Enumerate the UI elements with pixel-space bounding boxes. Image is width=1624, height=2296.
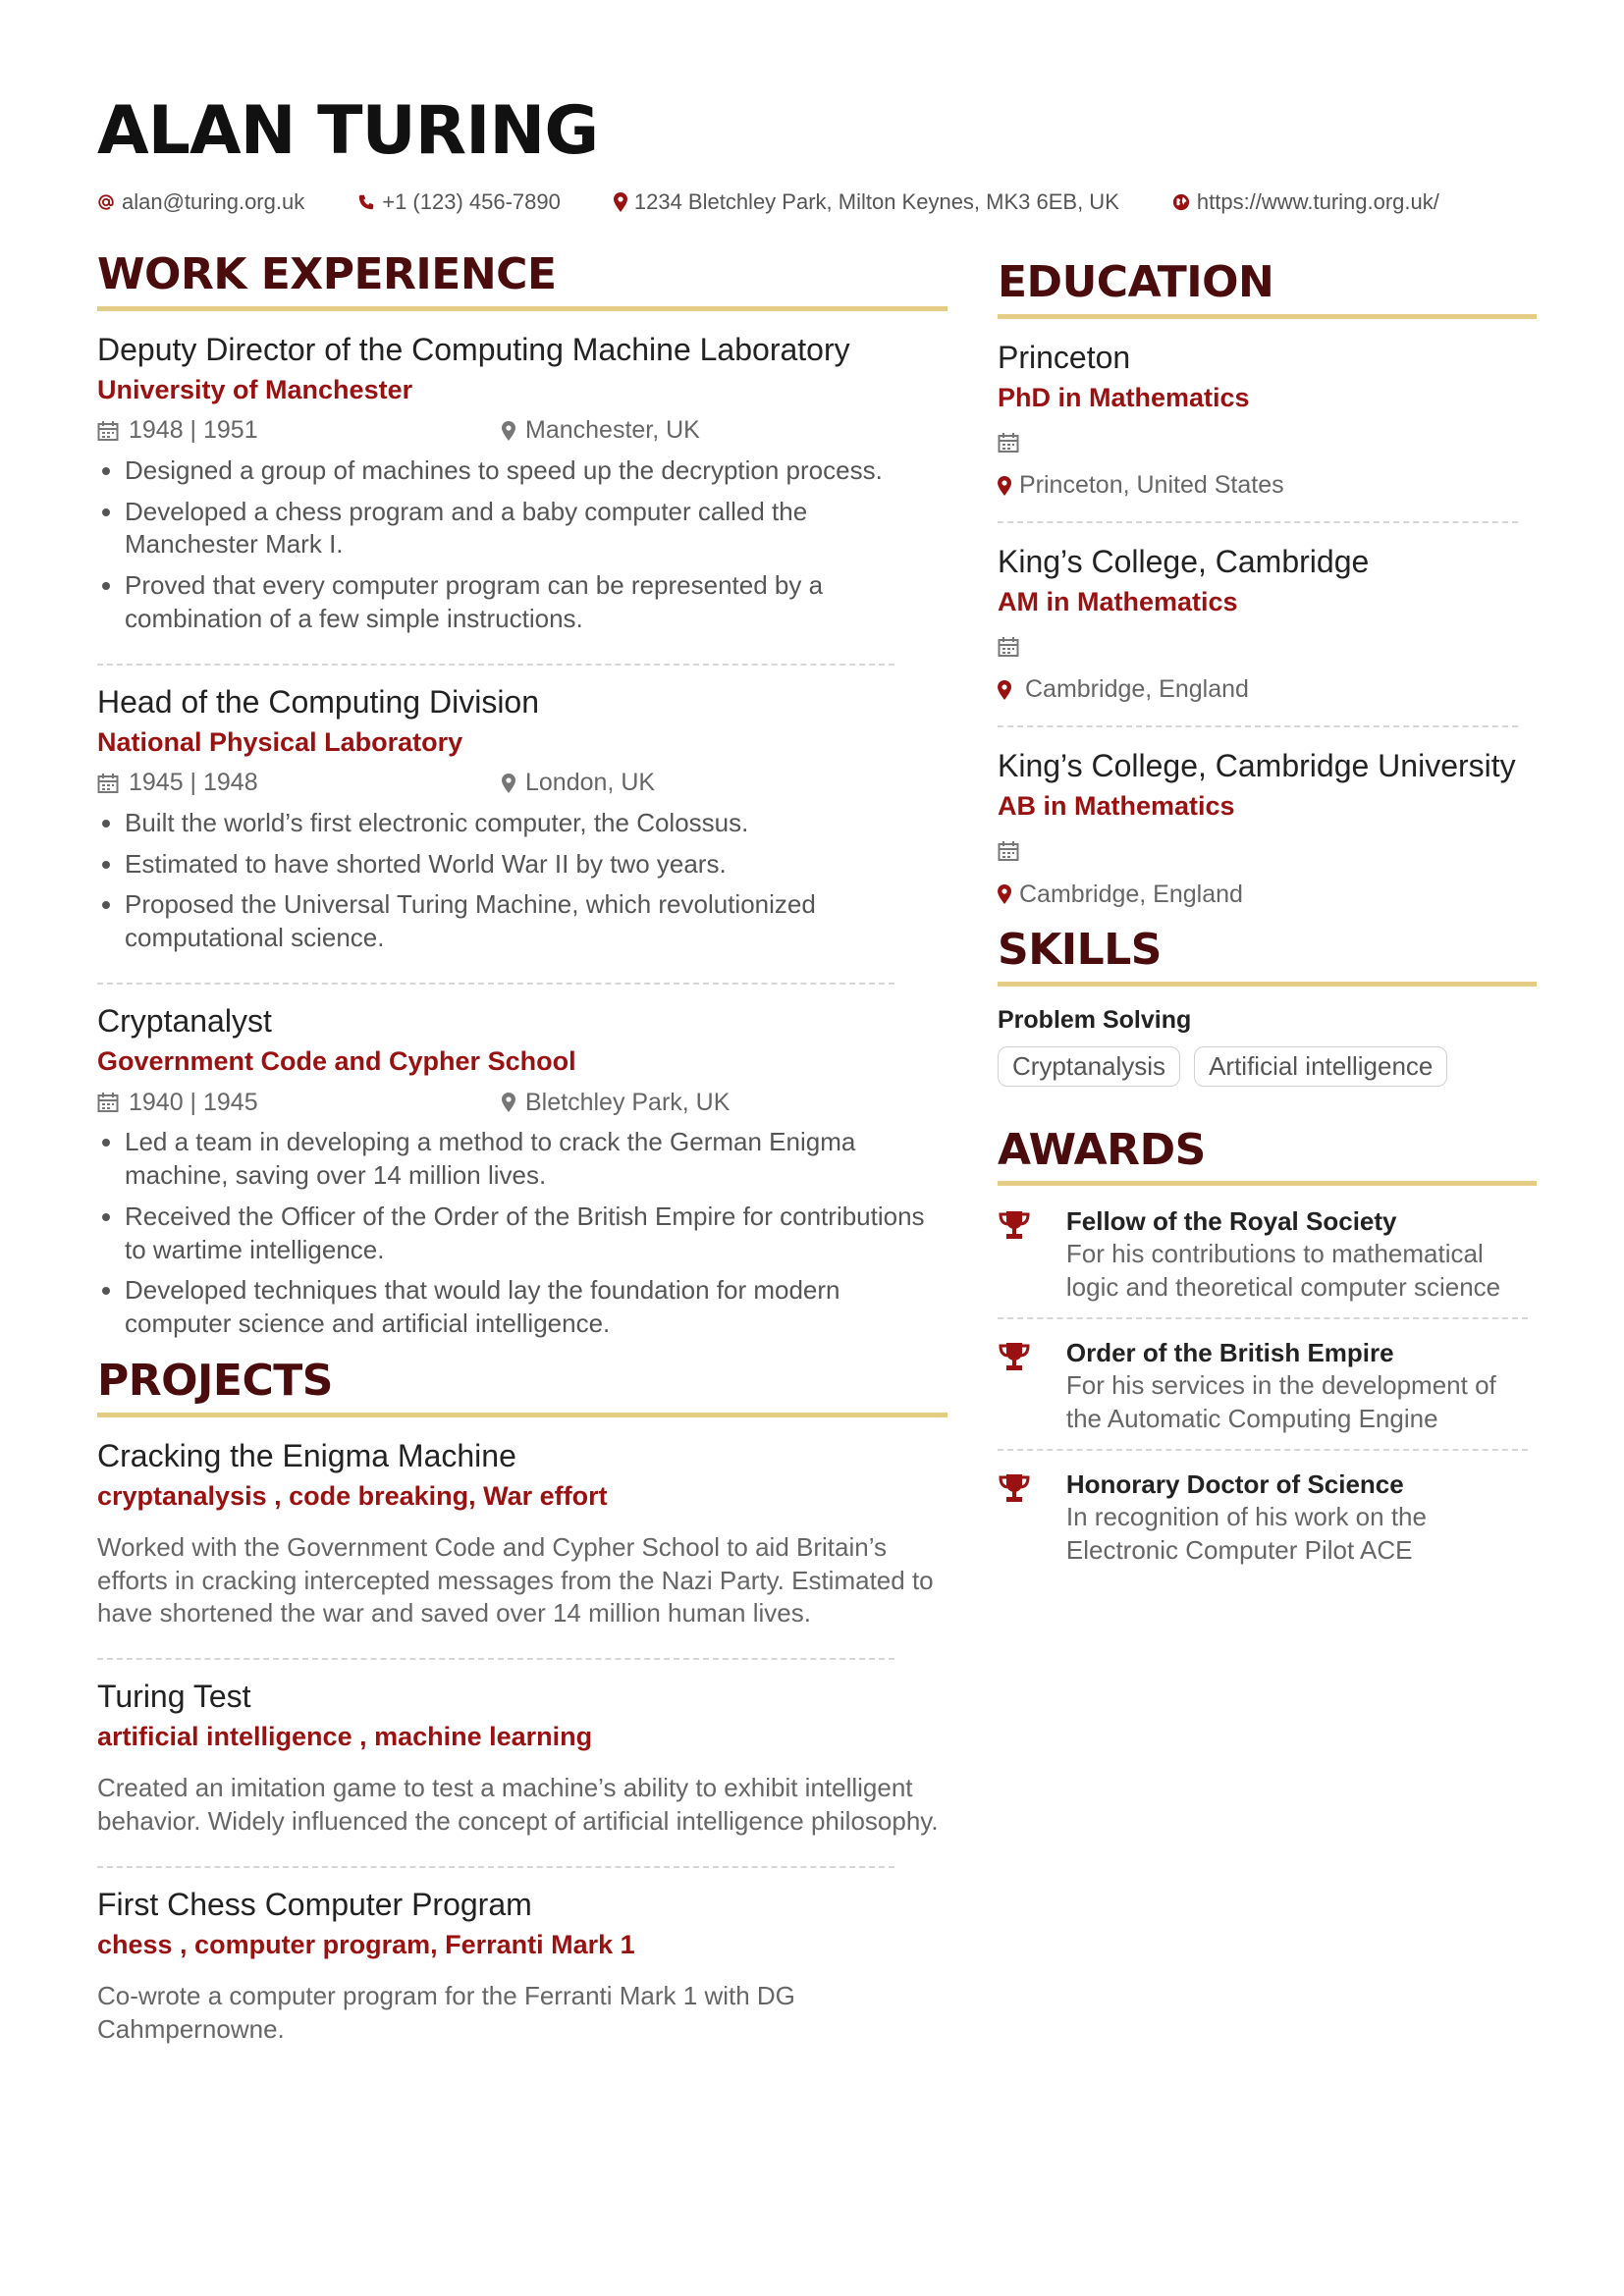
bullet-item: • Estimated to have shorted World War II by two years. — [125, 848, 947, 881]
project-name: First Chess Computer Program — [97, 1886, 532, 1922]
job-meta — [97, 766, 947, 801]
job-bullets — [97, 807, 947, 955]
website-contact[interactable] — [1172, 189, 1439, 215]
job-meta — [97, 1085, 947, 1120]
project-description: Created an imitation game to test a machine’s ability to exhibit intelligent behavior. Widely influenced the concept of artificial intelligence philosophy. — [97, 1773, 939, 1837]
section-rule — [97, 1413, 947, 1417]
bullet-item: • Led a team in developing a method to crack the German Enigma machine, saving over 14 million lives. — [125, 1126, 947, 1193]
award-description: For his services in the development of the Automatic Computing Engine — [1065, 1369, 1496, 1433]
calendar-icon — [97, 1092, 119, 1113]
candidate-name: ALAN TURING — [97, 92, 599, 170]
award-title: Order of the British Empire — [1065, 1338, 1394, 1368]
education-entry — [998, 747, 1537, 912]
project-description: Co-wrote a computer program for the Ferranti Mark 1 with DG Cahmpernowne. — [97, 1980, 795, 2044]
work-section-title: WORK EXPERIENCE — [97, 249, 557, 299]
project-tags: cryptanalysis , code breaking, War effort — [97, 1480, 608, 1511]
education-location — [998, 877, 1537, 912]
project-name: Cracking the Enigma Machine — [97, 1437, 516, 1473]
location-text: Manchester, UK — [525, 416, 700, 445]
school-name: King’s College, Cambridge — [998, 543, 1370, 579]
job-location — [502, 416, 700, 445]
education-location — [998, 672, 1537, 708]
website-text: https://www.turing.org.uk/ — [1196, 189, 1439, 214]
job-location — [502, 769, 655, 797]
award-entry — [998, 1468, 1537, 1567]
divider — [998, 521, 1518, 523]
divider — [97, 1658, 894, 1660]
phone-contact[interactable] — [357, 189, 561, 215]
trophy-icon — [998, 1472, 1031, 1504]
education-dates — [998, 629, 1537, 665]
bullet-item: • Received the Officer of the Order of the British Empire for contributions to wartime intelligence. — [125, 1201, 947, 1267]
resume-page — [97, 92, 1537, 2044]
education-meta — [998, 629, 1537, 708]
job-title: Head of the Computing Division — [97, 683, 540, 720]
at-icon — [97, 193, 115, 211]
calendar-icon — [998, 432, 1019, 454]
education-section-title: EDUCATION — [998, 257, 1274, 307]
degree: PhD in Mathematics — [998, 382, 1250, 412]
award-entry — [998, 1205, 1537, 1304]
award-title: Honorary Doctor of Science — [1065, 1469, 1404, 1500]
trophy-icon — [998, 1209, 1031, 1241]
email-text: alan@turing.org.uk — [122, 189, 305, 214]
work-entry — [97, 1002, 947, 1341]
address-text: 1234 Bletchley Park, Milton Keynes, MK3 6EB, UK — [633, 189, 1119, 214]
degree: AM in Mathematics — [998, 587, 1238, 617]
job-dates — [97, 769, 502, 797]
location-text: Bletchley Park, UK — [525, 1088, 731, 1116]
skill-chip: Artificial intelligence — [1194, 1046, 1447, 1087]
employer: Government Code and Cypher School — [97, 1046, 576, 1077]
job-dates — [97, 1089, 502, 1117]
bullet-item: • Developed techniques that would lay the foundation for modern computer science and artificial intelligence. — [125, 1274, 947, 1341]
map-marker-icon — [502, 421, 515, 441]
email-contact[interactable] — [97, 189, 304, 215]
trophy-icon — [998, 1341, 1031, 1372]
school-name: Princeton — [998, 339, 1131, 375]
divider — [97, 983, 894, 985]
section-rule — [97, 306, 947, 311]
divider — [998, 1449, 1528, 1451]
map-marker-icon — [614, 192, 627, 212]
education-entry — [998, 339, 1537, 504]
dates-text: 1940 | 1945 — [129, 1088, 258, 1116]
work-entry — [97, 331, 947, 636]
calendar-icon — [998, 840, 1019, 862]
calendar-icon — [97, 420, 119, 442]
project-entry — [97, 1678, 947, 1839]
location-text: Cambridge, England — [1025, 675, 1249, 704]
divider — [998, 1317, 1528, 1319]
project-description: Worked with the Government Code and Cypher School to aid Britain’s efforts in cracking intercepted messages from the Nazi Party. Estimated to have shortened the war and saved over 14 million human lives. — [97, 1531, 934, 1629]
bullet-item: • Developed a chess program and a baby computer called the Manchester Mark I. — [125, 496, 947, 562]
award-description: For his contributions to mathematical logic and theoretical computer science — [1065, 1238, 1501, 1302]
education-dates — [998, 833, 1537, 869]
bullet-item: • Proposed the Universal Turing Machine, which revolutionized computational science. — [125, 888, 947, 955]
work-entry — [97, 683, 947, 955]
location-text: Princeton, United States — [1019, 471, 1284, 500]
award-title: Fellow of the Royal Society — [1065, 1206, 1397, 1237]
map-marker-icon — [502, 774, 515, 793]
address-contact — [614, 189, 1119, 215]
section-rule — [998, 314, 1537, 319]
job-title: Deputy Director of the Computing Machine Laboratory — [97, 331, 850, 367]
project-tags: chess , computer program, Ferranti Mark 1 — [97, 1930, 635, 1960]
left-column — [97, 250, 947, 2047]
awards-section-title: AWARDS — [998, 1124, 1206, 1175]
contact-bar — [97, 187, 1537, 218]
location-text: London, UK — [525, 769, 656, 797]
map-marker-icon — [998, 680, 1011, 700]
section-rule — [998, 982, 1537, 987]
education-location — [998, 468, 1537, 504]
phone-icon — [357, 193, 375, 211]
skill-chips — [998, 1046, 1537, 1087]
job-meta — [97, 413, 947, 449]
employer: National Physical Laboratory — [97, 727, 463, 758]
section-rule — [998, 1181, 1537, 1186]
skills-section-title: SKILLS — [998, 925, 1162, 976]
right-column — [998, 250, 1537, 1567]
calendar-icon — [97, 773, 119, 794]
location-text: Cambridge, England — [1019, 880, 1243, 908]
dates-text: 1948 | 1951 — [129, 416, 258, 445]
divider — [97, 1866, 894, 1868]
phone-text: +1 (123) 456-7890 — [382, 189, 561, 214]
globe-icon — [1172, 193, 1190, 211]
skill-category: Problem Solving — [998, 1005, 1192, 1034]
job-bullets — [97, 1126, 947, 1341]
job-dates — [97, 416, 502, 445]
bullet-item: • Designed a group of machines to speed up the decryption process. — [125, 454, 947, 488]
award-entry — [998, 1337, 1537, 1435]
degree: AB in Mathematics — [998, 791, 1235, 822]
calendar-icon — [998, 636, 1019, 658]
divider — [97, 664, 894, 666]
skill-chip: Cryptanalysis — [998, 1046, 1180, 1087]
job-bullets — [97, 454, 947, 636]
divider — [998, 725, 1518, 727]
dates-text: 1945 | 1948 — [129, 769, 258, 797]
project-tags: artificial intelligence , machine learning — [97, 1722, 593, 1752]
map-marker-icon — [502, 1093, 515, 1112]
job-location — [502, 1089, 730, 1117]
education-meta — [998, 833, 1537, 912]
bullet-item: • Proved that every computer program can be represented by a combination of a few simple instructions. — [125, 569, 947, 636]
map-marker-icon — [998, 884, 1011, 904]
award-description: In recognition of his work on the Electronic Computer Pilot ACE — [1065, 1501, 1427, 1565]
bullet-item: • Built the world’s first electronic computer, the Colossus. — [125, 807, 947, 840]
education-meta — [998, 425, 1537, 504]
job-title: Cryptanalyst — [97, 1003, 272, 1040]
project-entry — [97, 1437, 947, 1631]
project-entry — [97, 1886, 947, 2047]
map-marker-icon — [998, 476, 1011, 496]
education-entry — [998, 543, 1537, 708]
school-name: King’s College, Cambridge University — [998, 747, 1516, 783]
employer: University of Manchester — [97, 374, 413, 404]
education-dates — [998, 425, 1537, 460]
project-name: Turing Test — [97, 1679, 251, 1715]
projects-section-title: PROJECTS — [97, 1355, 333, 1406]
